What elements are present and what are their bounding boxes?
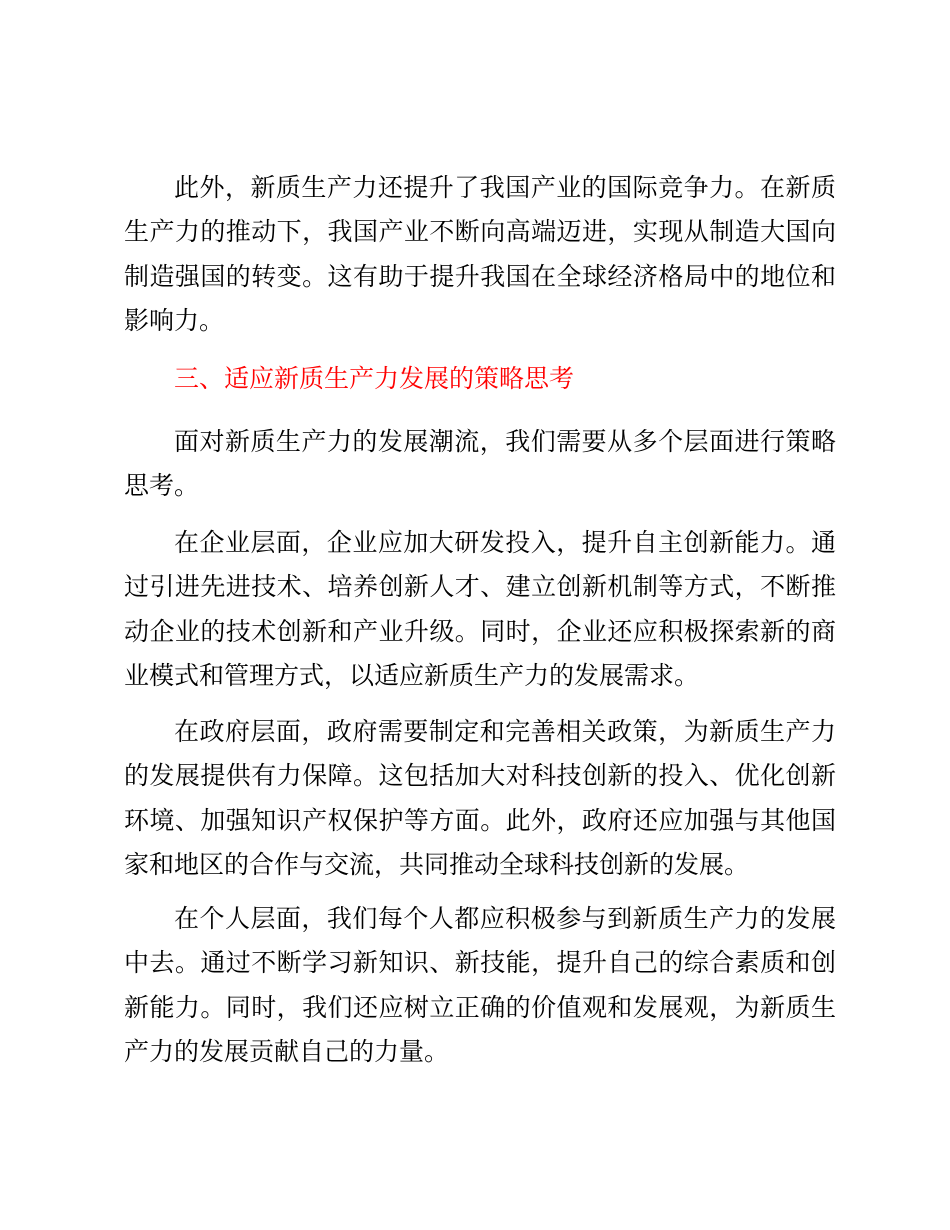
section-heading: 三、适应新质生产力发展的策略思考 [174, 364, 575, 393]
paragraph-enterprise-level: 在企业层面，企业应加大研发投入，提升自主创新能力。通过引进先进技术、培养创新人才、建立创新机制等方式，不断推动企业的技术创新和产业升级。同时，企业还应积极探索新的商业模式和管理方式，以适应新质生产力的发展需求。 [124, 528, 836, 690]
paragraph-competitiveness: 此外，新质生产力还提升了我国产业的国际竞争力。在新质生产力的推动下，我国产业不断向高端迈进，实现从制造大国向制造强国的转变。这有助于提升我国在全球经济格局中的地位和影响力。 [124, 173, 836, 335]
paragraph-strategy-intro: 面对新质生产力的发展潮流，我们需要从多个层面进行策略思考。 [124, 427, 836, 501]
paragraph-individual-level: 在个人层面，我们每个人都应积极参与到新质生产力的发展中去。通过不断学习新知识、新技能，提升自己的综合素质和创新能力。同时，我们还应树立正确的价值观和发展观，为新质生产力的发展贡献自己的力量。 [124, 904, 836, 1066]
paragraph-government-level: 在政府层面，政府需要制定和完善相关政策，为新质生产力的发展提供有力保障。这包括加大对科技创新的投入、优化创新环境、加强知识产权保护等方面。此外，政府还应加强与其他国家和地区的合作与交流，共同推动全球科技创新的发展。 [124, 717, 836, 879]
